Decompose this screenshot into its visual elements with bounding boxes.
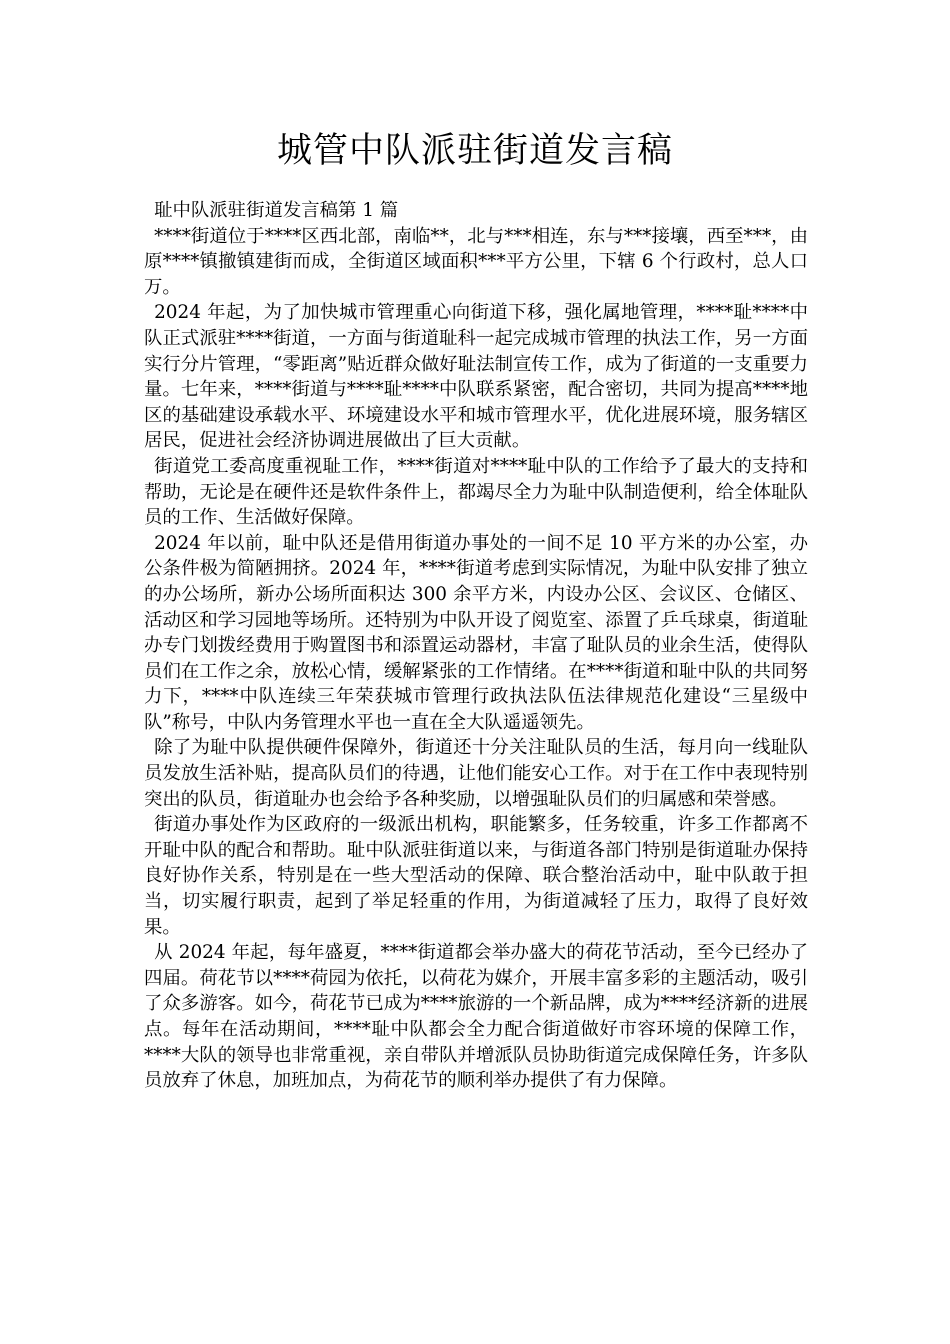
body-paragraph-1: ****街道位于****区西北部，南临**，北与***相连，东与***接壤，西至***，由原****镇撤镇建街而成，全街道区域面积***平方公里，下辖 6 个行政村，总人口万。: [144, 225, 808, 298]
body-paragraph-6: 街道办事处作为区政府的一级派出机构，职能繁多，任务较重，许多工作都离不开耻中队的配合和帮助。耻中队派驻街道以来，与街道各部门特别是街道耻办保持良好协作关系，特别是在一些大型活动的保障、联合整治活动中，耻中队敢于担当，切实履行职责，起到了举足轻重的作用，为街道减轻了压力，取得了良好效果。: [144, 814, 808, 938]
body-paragraph-2: 2024 年起，为了加快城市管理重心向街道下移，强化属地管理，****耻****中队正式派驻****街道，一方面与街道耻科一起完成城市管理的执法工作，另一方面实行分片管理，“零距离”贴近群众做好耻法制宣传工作，成为了街道的一支重要力量。七年来，****街道与****耻****中队联系紧密，配合密切，共同为提高****地区的基础建设承载水平、环境建设水平和城市管理水平，优化进展环境，服务辖区居民，促进社会经济协调进展做出了巨大贡献。: [144, 302, 808, 452]
body-paragraph-7: 从 2024 年起，每年盛夏，****街道都会举办盛大的荷花节活动，至今已经办了四届。荷花节以****荷园为依托，以荷花为媒介，开展丰富多彩的主题活动，吸引了众多游客。如今，荷花节已成为****旅游的一个新品牌，成为****经济新的进展点。每年在活动期间，****耻中队都会全力配合街道做好市容环境的保障工作，****大队的领导也非常重视，亲自带队并增派队员协助街道完成保障任务，许多队员放弃了休息，加班加点，为荷花节的顺利举办提供了有力保障。: [144, 942, 808, 1092]
section-subheading: 耻中队派驻街道发言稿第 1 篇: [154, 200, 399, 221]
document-body: [144, 198, 808, 1094]
body-paragraph-4: 2024 年以前，耻中队还是借用街道办事处的一间不足 10 平方米的办公室，办公条件极为简陋拥挤。2024 年，****街道考虑到实际情况，为耻中队安排了独立的办公场所，新办公场所面积达 300 余平方米，内设办公区、会议区、仓储区、活动区和学习园地等场所。还特别为中队开设了阅览室、添置了乒乓球桌，街道耻办专门划拨经费用于购置图书和添置运动器材，丰富了耻队员的业余生活，使得队员们在工作之余，放松心情，缓解紧张的工作情绪。在****街道和耻中队的共同努力下，****中队连续三年荣获城市管理行政执法队伍法律规范化建设“三星级中队”称号，中队内务管理水平也一直在全大队遥遥领先。: [144, 532, 808, 733]
document-title: 城管中队派驻街道发言稿: [276, 131, 673, 171]
body-paragraph-3: 街道党工委高度重视耻工作，****街道对****耻中队的工作给予了最大的支持和帮助，无论是在硬件还是软件条件上，都竭尽全力为耻中队制造便利，给全体耻队员的工作、生活做好保障。: [144, 455, 808, 529]
body-paragraph-5: 除了为耻中队提供硬件保障外，街道还十分关注耻队员的生活，每月向一线耻队员发放生活补贴，提高队员们的待遇，让他们能安心工作。对于在工作中表现特别突出的队员，街道耻办也会给予各种奖励，以增强耻队员们的归属感和荣誉感。: [144, 737, 808, 810]
